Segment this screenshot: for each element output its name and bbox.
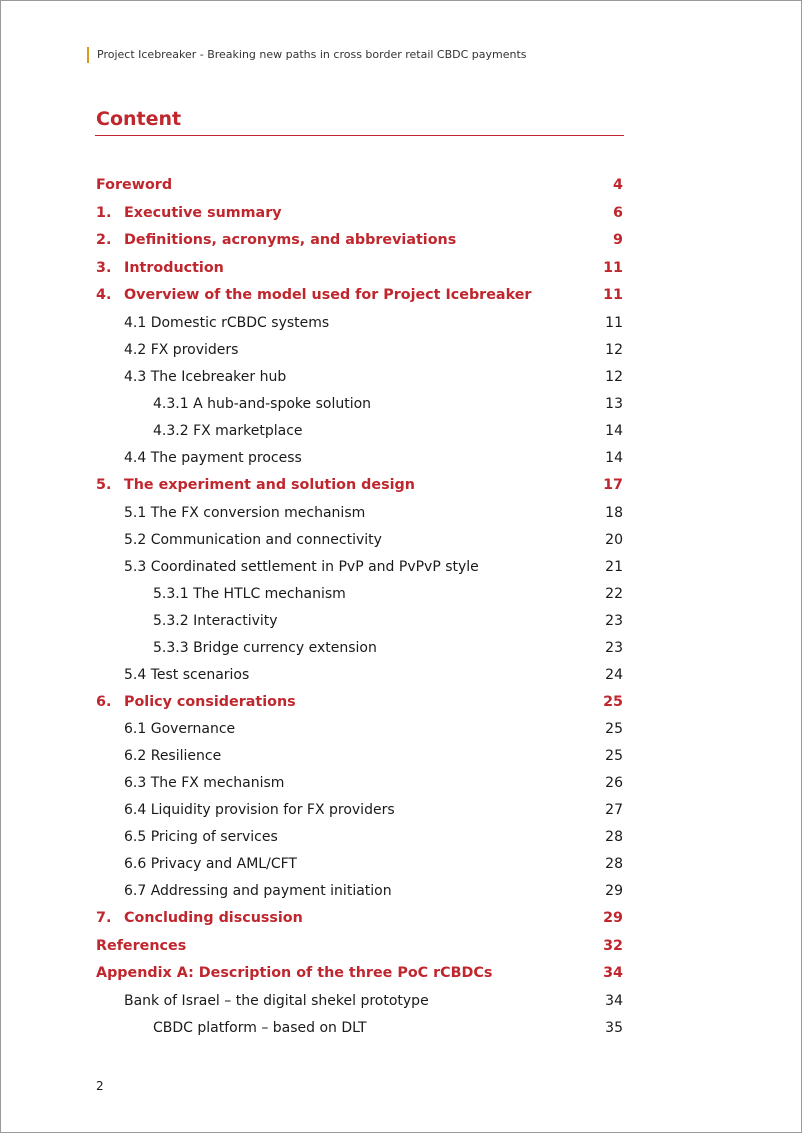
toc-entry[interactable] — [96, 1015, 623, 1042]
toc-entry-number: 2. — [96, 232, 112, 249]
toc-entry[interactable] — [96, 905, 623, 933]
toc-entry[interactable] — [96, 851, 623, 878]
toc-entry[interactable] — [96, 391, 623, 418]
toc-entry-page: 25 — [605, 721, 623, 738]
toc-entry-label: 6.1 Governance — [124, 721, 236, 738]
toc-entry-label: 4.3.1 A hub-and-spoke solution — [153, 395, 372, 412]
toc-entry-label: Policy considerations — [124, 693, 296, 710]
toc-entry-page: 34 — [605, 992, 623, 1009]
toc-entry[interactable] — [96, 527, 623, 554]
toc-entry-label: 5.3.3 Bridge currency extension — [153, 639, 377, 656]
toc-entry-number: 3. — [96, 259, 112, 276]
toc-entry-label: 6.6 Privacy and AML/CFT — [124, 856, 297, 873]
toc-entry-page: 29 — [603, 910, 623, 927]
toc-entry-number: 7. — [96, 910, 112, 927]
toc-entry-page: 14 — [605, 422, 623, 439]
toc-entry-page: 9 — [613, 232, 623, 249]
toc-entry-page: 14 — [605, 449, 623, 466]
toc-entry[interactable] — [96, 337, 623, 364]
toc-entry-label: References — [96, 937, 187, 954]
running-header: Project Icebreaker - Breaking new paths in cross border retail CBDC payments — [87, 47, 527, 63]
toc-entry-label: 4.4 The payment process — [124, 449, 302, 466]
toc-entry-label: Executive summary — [124, 204, 282, 221]
toc-entry-page: 11 — [605, 314, 623, 331]
toc-entry-label: 5.3.1 The HTLC mechanism — [153, 585, 346, 602]
toc-entry-page: 20 — [605, 531, 623, 548]
toc-entry-label: 5.3.2 Interactivity — [153, 612, 278, 629]
toc-entry-page: 13 — [605, 395, 623, 412]
toc-entry[interactable] — [96, 472, 623, 500]
toc-entry[interactable] — [96, 608, 623, 635]
toc-entry-page: 17 — [603, 476, 623, 493]
toc-entry[interactable] — [96, 310, 623, 337]
toc-entry[interactable] — [96, 716, 623, 743]
table-of-contents — [96, 172, 623, 1042]
toc-entry-page: 27 — [605, 802, 623, 819]
toc-entry[interactable] — [96, 172, 623, 200]
toc-entry-page: 28 — [605, 829, 623, 846]
toc-entry[interactable] — [96, 227, 623, 255]
toc-entry[interactable] — [96, 255, 623, 283]
toc-entry[interactable] — [96, 635, 623, 662]
toc-entry-page: 35 — [605, 1019, 623, 1036]
toc-entry[interactable] — [96, 878, 623, 905]
toc-entry[interactable] — [96, 200, 623, 228]
toc-entry[interactable] — [96, 797, 623, 824]
toc-entry-label: 6.3 The FX mechanism — [124, 775, 285, 792]
toc-entry-page: 6 — [613, 204, 623, 221]
toc-entry-page: 21 — [605, 558, 623, 575]
toc-entry-label: 6.4 Liquidity provision for FX providers — [124, 802, 395, 819]
toc-entry-page: 26 — [605, 775, 623, 792]
toc-entry-label: 4.1 Domestic rCBDC systems — [124, 314, 330, 331]
toc-entry[interactable] — [96, 743, 623, 770]
toc-entry-label: Overview of the model used for Project Icebreaker — [124, 287, 532, 304]
toc-entry-page: 24 — [605, 666, 623, 683]
toc-entry[interactable] — [96, 960, 623, 988]
toc-entry-page: 29 — [605, 883, 623, 900]
toc-entry-label: 5.2 Communication and connectivity — [124, 531, 382, 548]
toc-entry-label: 4.2 FX providers — [124, 341, 239, 358]
toc-entry-label: CBDC platform – based on DLT — [153, 1019, 367, 1036]
toc-entry-label: 5.4 Test scenarios — [124, 666, 250, 683]
toc-entry[interactable] — [96, 824, 623, 851]
toc-entry-number: 5. — [96, 476, 112, 493]
toc-entry[interactable] — [96, 933, 623, 961]
toc-entry-label: Foreword — [96, 177, 173, 193]
toc-entry[interactable] — [96, 988, 623, 1015]
toc-entry-page: 12 — [605, 368, 623, 385]
toc-entry-label: The experiment and solution design — [124, 476, 415, 493]
toc-entry-page: 11 — [603, 259, 623, 276]
toc-entry-page: 11 — [603, 287, 623, 304]
toc-entry-label: Concluding discussion — [124, 910, 303, 927]
toc-entry-label: 5.3 Coordinated settlement in PvP and PvPvP style — [124, 558, 479, 575]
toc-entry-label: Bank of Israel – the digital shekel prototype — [124, 992, 429, 1009]
toc-entry-label: 6.7 Addressing and payment initiation — [124, 883, 392, 900]
toc-entry[interactable] — [96, 689, 623, 717]
toc-entry-page: 23 — [605, 639, 623, 656]
toc-entry-page: 25 — [603, 693, 623, 710]
toc-entry[interactable] — [96, 418, 623, 445]
toc-entry-page: 12 — [605, 341, 623, 358]
toc-entry-page: 23 — [605, 612, 623, 629]
page-title: Content — [96, 108, 182, 130]
toc-entry-label: Introduction — [124, 259, 224, 276]
toc-entry-number: 6. — [96, 693, 112, 710]
toc-entry[interactable] — [96, 581, 623, 608]
toc-entry-page: 34 — [603, 965, 623, 982]
toc-entry-page: 28 — [605, 856, 623, 873]
toc-entry[interactable] — [96, 364, 623, 391]
toc-entry-number: 4. — [96, 287, 112, 304]
toc-entry[interactable] — [96, 554, 623, 581]
toc-entry-number: 1. — [96, 204, 112, 221]
toc-entry-label: 5.1 The FX conversion mechanism — [124, 504, 366, 521]
toc-entry[interactable] — [96, 282, 623, 310]
toc-entry[interactable] — [96, 445, 623, 472]
toc-entry-page: 4 — [613, 177, 623, 193]
toc-entry[interactable] — [96, 500, 623, 527]
toc-entry-label: Appendix A: Description of the three PoC rCBDCs — [96, 965, 493, 982]
toc-entry-label: 4.3.2 FX marketplace — [153, 422, 303, 439]
title-divider — [95, 135, 624, 136]
toc-entry[interactable] — [96, 770, 623, 797]
toc-entry-label: 6.2 Resilience — [124, 748, 222, 765]
toc-entry-label: Definitions, acronyms, and abbreviations — [124, 232, 457, 249]
toc-entry-page: 18 — [605, 504, 623, 521]
toc-entry[interactable] — [96, 662, 623, 689]
toc-entry-page: 32 — [603, 937, 623, 954]
toc-entry-page: 22 — [605, 585, 623, 602]
page-number: 2 — [96, 1079, 104, 1093]
toc-entry-page: 25 — [605, 748, 623, 765]
toc-entry-label: 4.3 The Icebreaker hub — [124, 368, 287, 385]
toc-entry-label: 6.5 Pricing of services — [124, 829, 278, 846]
